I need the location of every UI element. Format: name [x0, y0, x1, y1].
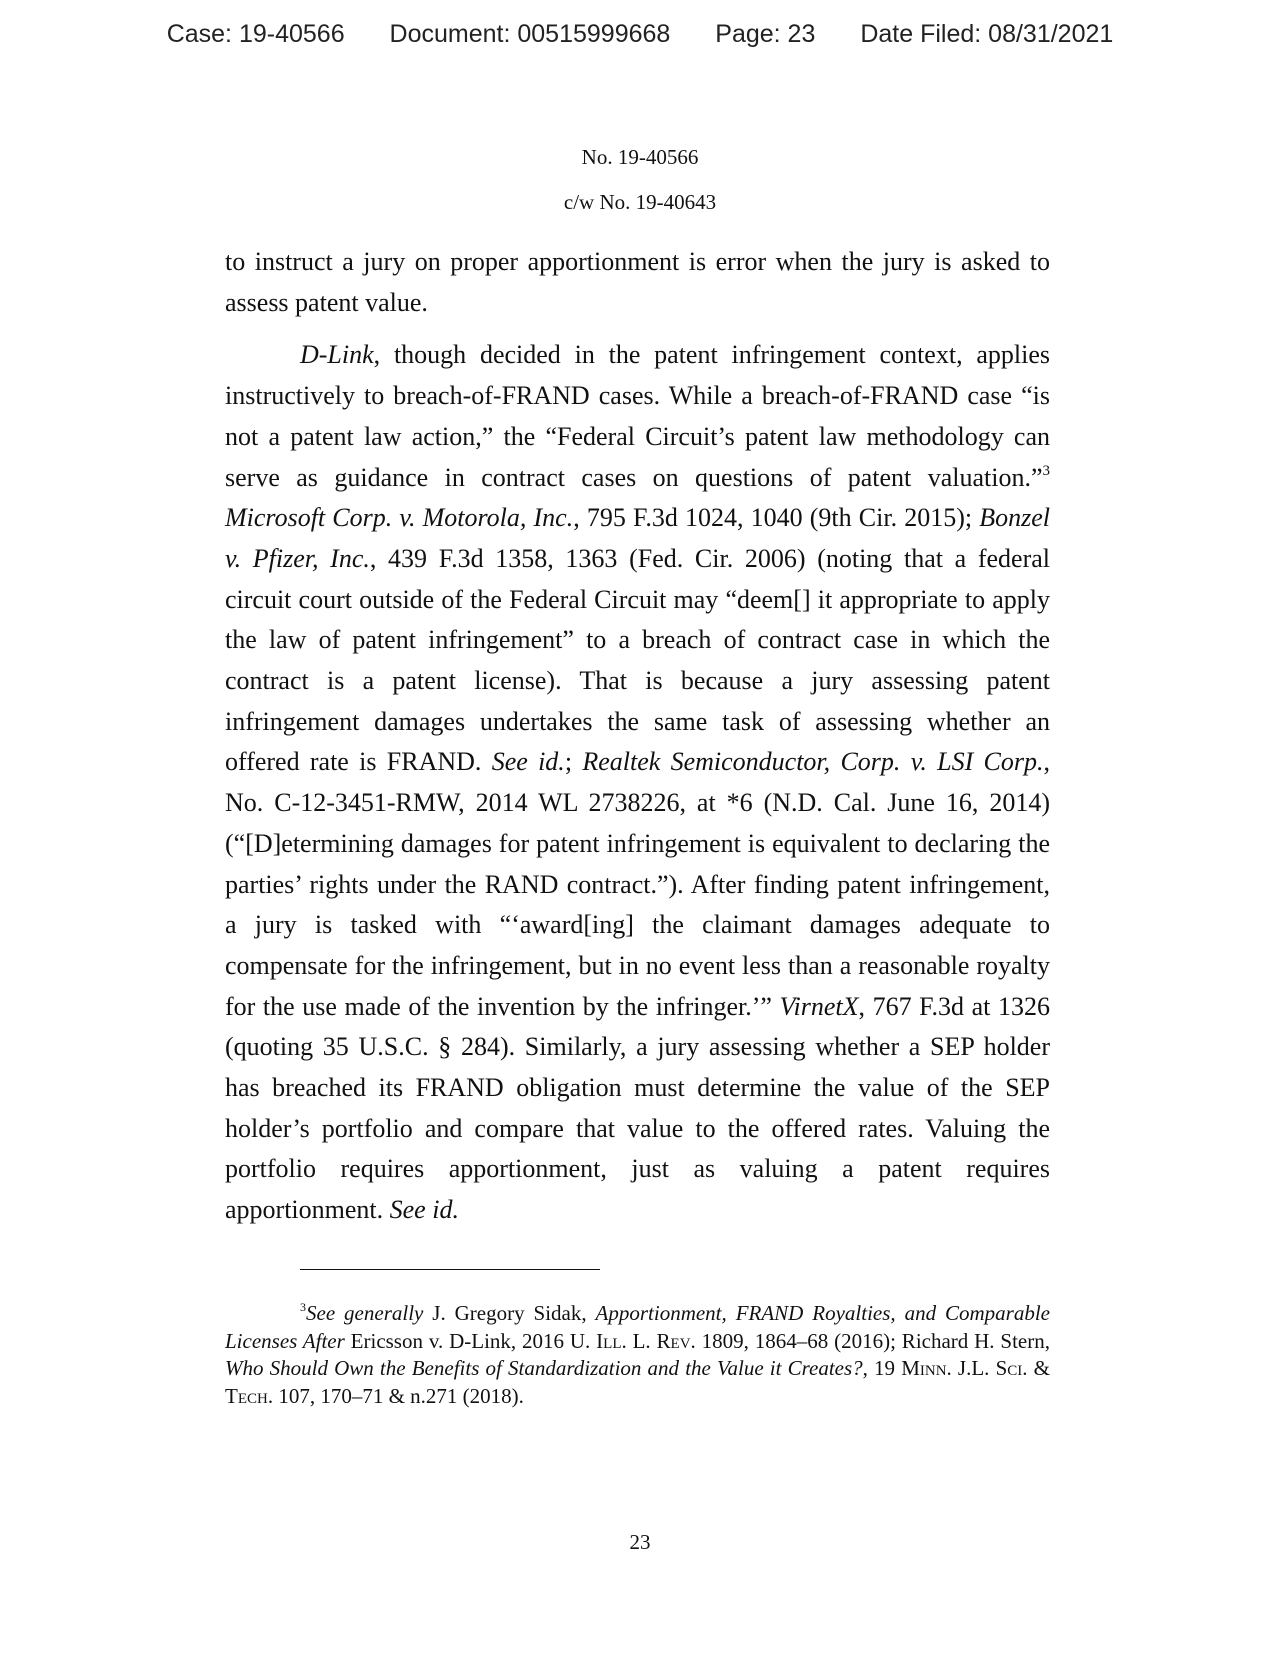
footnote-ref-3: 3: [1042, 462, 1050, 479]
journal-u-ill-l-rev: U. Ill. L. Rev.: [569, 1328, 696, 1353]
case-name-bonzel: Bonzel v. Pfizer, Inc.: [225, 503, 1050, 573]
case-name-virnetx: VirnetX: [779, 991, 859, 1021]
paragraph-continuation: to instruct a jury on proper apportionment is error when the jury is asked to assess patent value.: [225, 247, 1050, 317]
signal-see-id-end: See id.: [389, 1195, 459, 1225]
footnote-3: $^3$See generally J. Gregory Sidak, Apportionment, FRAND Royalties, and Comparable Licenses After Ericsson v. D-Link, 2016 U. Ill. L. Rev. 1809, 1864–68 (2016); Richard H. Stern, Who Should Own the Benefits of Standardization and the Value it Creates?, 19 Minn. J.L. Sci. & Tech. 107, 170–71 & n.271 (2018).: [225, 1300, 1050, 1408]
date-filed: Date Filed: 08/31/2021: [860, 20, 1114, 48]
case-name-realtek: Realtek Semiconductor, Corp. v. LSI Corp.: [582, 747, 1044, 777]
journal-minn-jl-sci-tech: Minn. J.L. Sci. & Tech.: [225, 1356, 1050, 1408]
page-label: Page: 23: [715, 20, 816, 48]
document-number: Document: 00515999668: [389, 20, 671, 48]
case-caption-line2: c/w No. 19-40643: [563, 190, 717, 214]
case-name-microsoft: Microsoft Corp. v. Motorola, Inc.: [225, 503, 574, 533]
footnote-number: 3: [300, 1300, 306, 1314]
case-caption-line1: No. 19-40566: [581, 145, 699, 169]
paragraph-d-link: D-Link, though decided in the patent infringement context, applies instructively to breach-of-FRAND cases. While a breach-of-FRAND case “is not a patent law action,” the “Federal Circuit’s patent law methodology can serve as guidance in contract cases on questions of patent valuation.”$^3$ Microsoft Corp. v. Motorola, Inc., 795 F.3d 1024, 1040 (9th Cir. 2015); Bonzel v. Pfizer, Inc., 439 F.3d 1358, 1363 (Fed. Cir. 2006) (noting that a federal circuit court outside of the Federal Circuit may “deem[] it appropriate to apply the law of patent infringement” to a breach of contract case in which the contract is a patent license). That is because a jury assessing patent infringement damages undertakes the same task of assessing whether an offered rate is FRAND. See id.; Realtek Semiconductor, Corp. v. LSI Corp., No. C-12-3451-RMW, 2014 WL 2738226, at *6 (N.D. Cal. June 16, 2014) (“[D]etermining damages for patent infringement is equivalent to declaring the parties’ rights under the RAND contract.”). After finding patent infringement, a jury is tasked with “‘award[ing] the claimant damages adequate to compensate for the infringement, but in no event less than a reasonable royalty for the use made of the invention by the infringer.’” VirnetX, 767 F.3d at 1326 (quoting 35 U.S.C. § 284). Similarly, a jury assessing whether a SEP holder has breached its FRAND obligation must determine the value of the SEP holder’s portfolio and compare that value to the offered rates. Valuing the portfolio requires apportionment, just as valuing a patent requires apportionment. See id.: [225, 340, 1050, 1225]
case-name-d-link: D-Link: [300, 340, 374, 370]
page-number: 23: [629, 1530, 651, 1554]
signal-see-id: See id.: [491, 747, 565, 777]
footnote-separator: [300, 1269, 600, 1270]
filing-header: [0, 20, 1280, 49]
case-number: Case: 19-40566: [166, 20, 345, 48]
opinion-body: [225, 242, 1050, 1231]
